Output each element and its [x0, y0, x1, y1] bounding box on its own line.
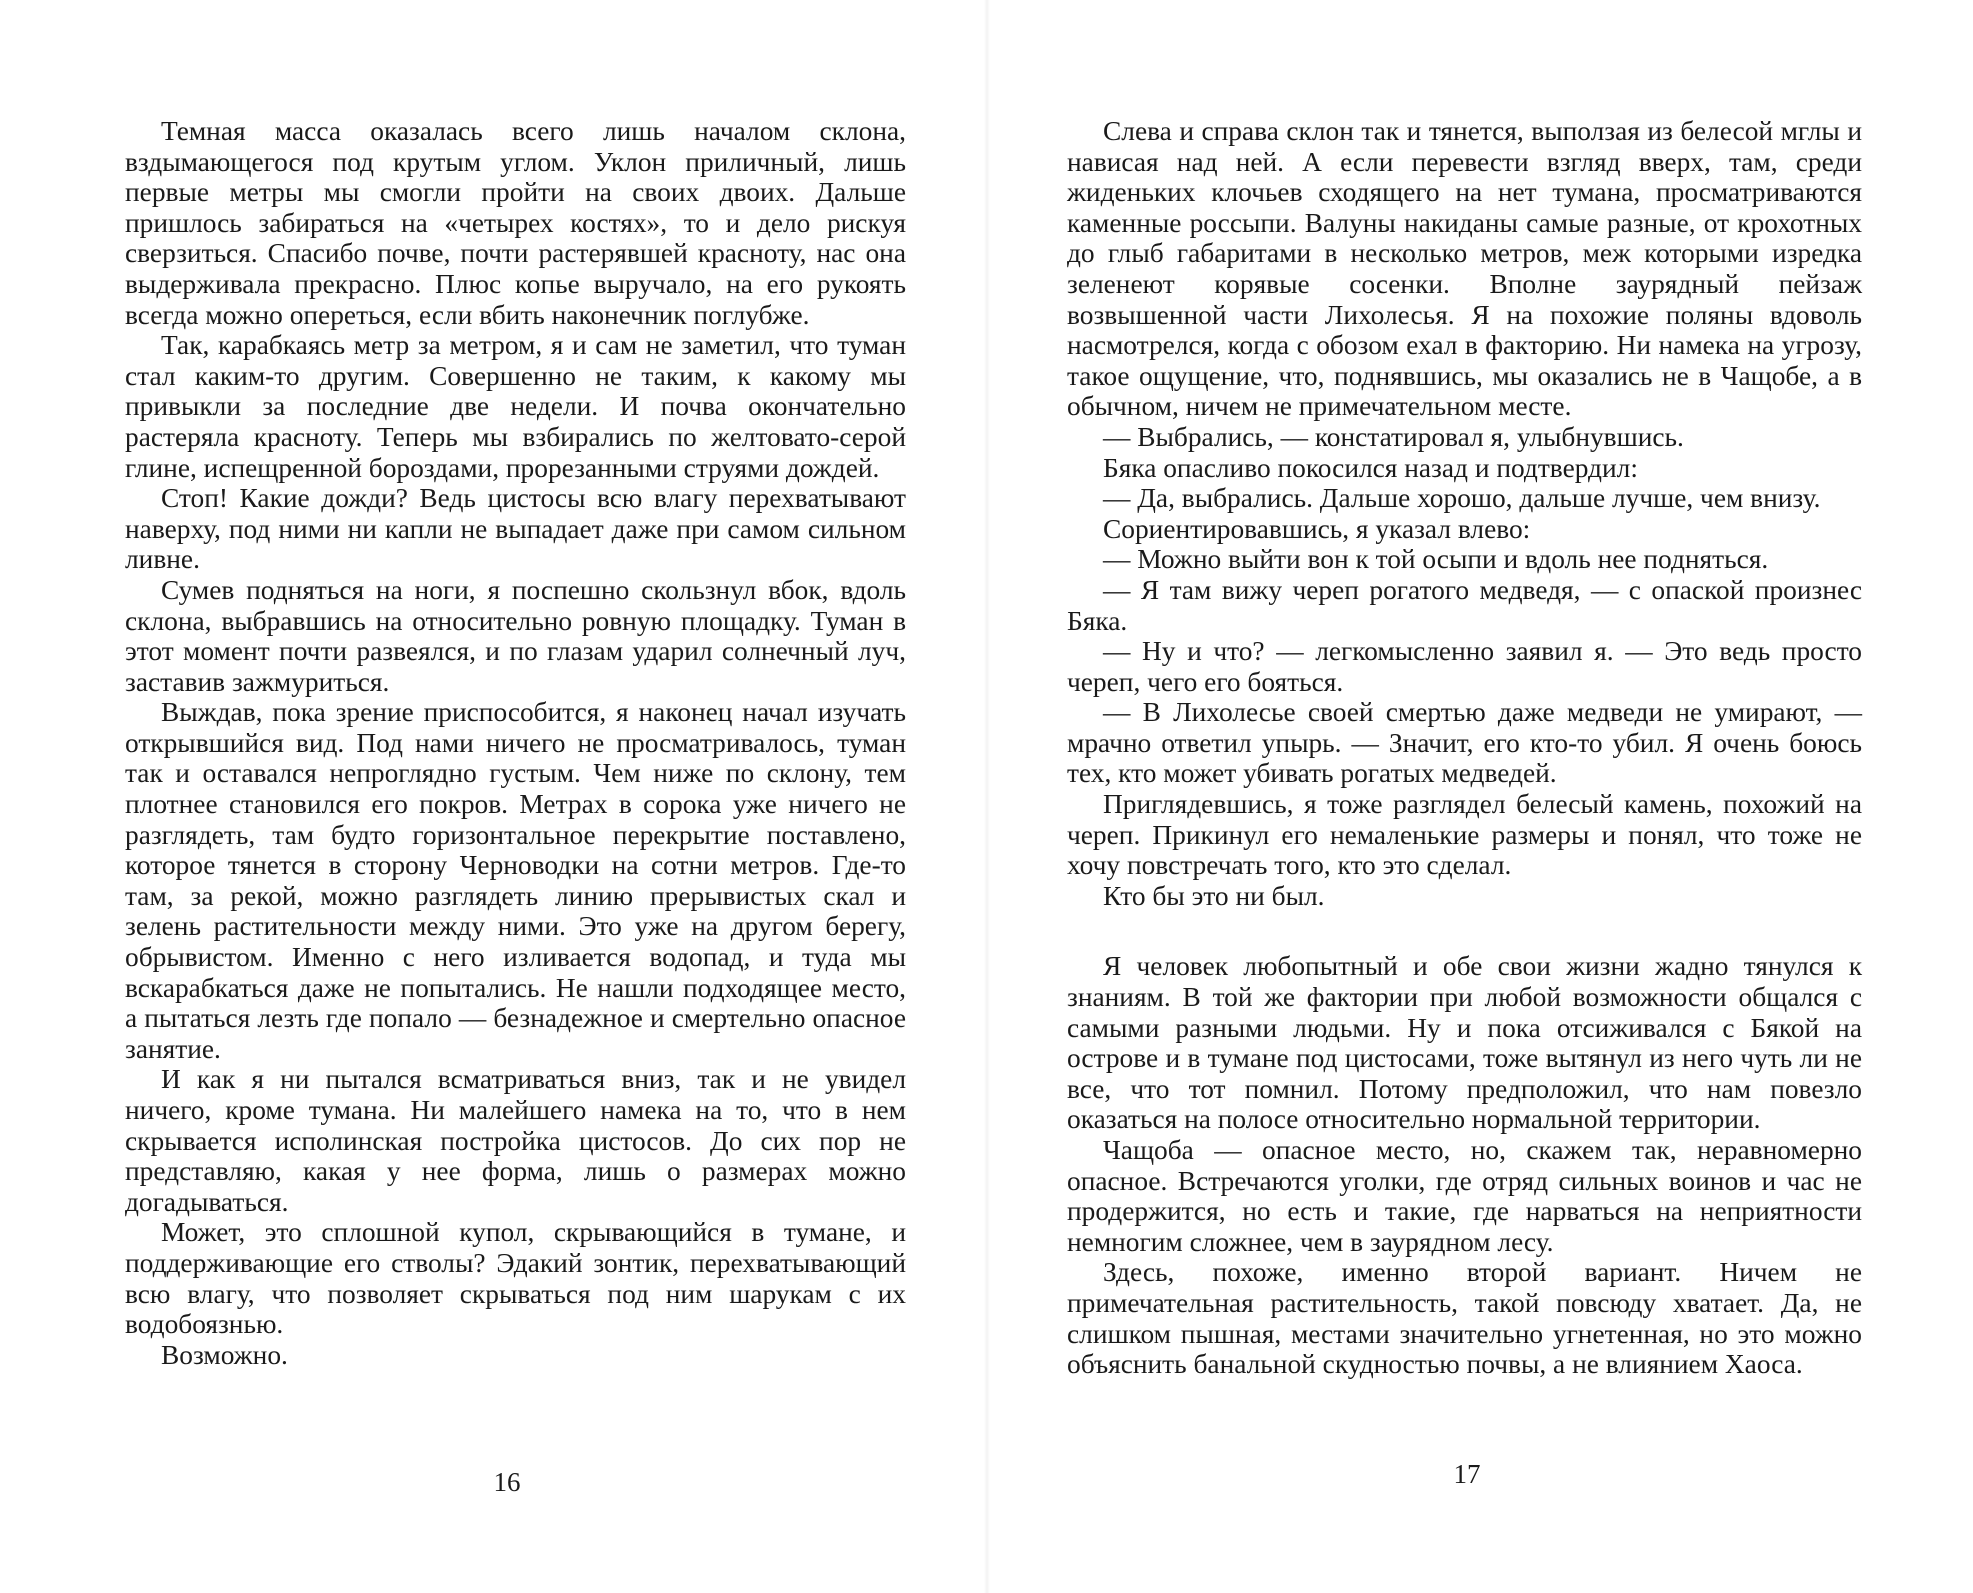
paragraph: Сориентировавшись, я указал влево:: [1103, 513, 1531, 544]
section-break: [1067, 911, 1862, 951]
dialogue-line: — Можно выйти вон к той осыпи и вдоль нее подняться.: [1103, 544, 1769, 575]
paragraph: Кто бы это ни был.: [1103, 880, 1325, 911]
left-page-text: [125, 116, 906, 1370]
paragraph: Может, это сплошной купол, скрывающийся в тумане, и поддерживающие его стволы? Эдакий зонтик, перехватывающий всю влагу, что позволяет скрываться под ним шарукам с их водобоязнью.: [125, 1217, 906, 1340]
paragraph: Бяка опасливо покосился назад и подтвердил:: [1103, 452, 1638, 483]
dialogue-line: — В Лихолесье своей смертью даже медведи не умирают, — мрачно ответил упырь. — Значит, его кто-то убил. Я очень боюсь тех, кто может убивать рогатых медведей.: [1067, 697, 1862, 789]
paragraph: Чащоба — опасное место, но, скажем так, неравномерно опасное. Встречаются уголки, где отряд сильных воинов и час не продержится, но есть и такие, где нарваться на неприятности немногим сложнее, чем в заурядном лесу.: [1067, 1135, 1862, 1257]
page-number: 17: [1453, 1459, 1481, 1489]
paragraph: Темная масса оказалась всего лишь началом склона, вздымающегося под крутым углом. Уклон приличный, лишь первые метры мы смогли пройти на своих двоих. Дальше пришлось забираться на «четырех костях», то и дело рискуя сверзиться. Спасибо почве, почти растерявшей красноту, нас она выдерживала прекрасно. Плюс копье выручало, на его рукоять всегда можно опереться, если вбить наконечник поглубже.: [125, 116, 906, 330]
paragraph: Я человек любопытный и обе свои жизни жадно тянулся к знаниям. В той же фактории при любой возможности общался с самыми разными людьми. Ну и пока отсиживался с Бякой на острове и в тумане под цистосами, тоже вытянул из него чуть ли не все, что тот помнил. Потому предположил, что нам повезло оказаться на полосе относительно нормальной территории.: [1067, 951, 1862, 1135]
dialogue-line: — Я там вижу череп рогатого медведя, — с опаской произнес Бяка.: [1067, 574, 1862, 636]
right-page-text: [1067, 116, 1862, 1380]
paragraph: Сумев подняться на ноги, я поспешно скользнул вбок, вдоль склона, выбравшись на относительно ровную площадку. Туман в этот момент почти развеялся, и по глазам ударил солнечный луч, заставив зажмуриться.: [125, 574, 906, 697]
paragraph: Стоп! Какие дожди? Ведь цистосы всю влагу перехватывают наверху, под ними ни капли не выпадает даже при самом сильном ливне.: [125, 483, 906, 575]
page-number: 16: [493, 1467, 521, 1497]
dialogue-line: — Да, выбрались. Дальше хорошо, дальше лучше, чем внизу.: [1103, 483, 1821, 514]
paragraph: Возможно.: [161, 1339, 288, 1370]
paragraph: Здесь, похоже, именно второй вариант. Ничем не примечательная растительность, такой повсюду хватает. Да, не слишком пышная, местами значительно угнетенная, но это можно объяснить банальной скудностью почвы, а не влиянием Хаоса.: [1067, 1257, 1862, 1380]
dialogue-line: — Выбрались, — констатировал я, улыбнувшись.: [1103, 421, 1684, 452]
dialogue-line: — Ну и что? — легкомысленно заявил я. — Это ведь просто череп, чего его бояться.: [1067, 636, 1862, 697]
paragraph: Приглядевшись, я тоже разглядел белесый камень, похожий на череп. Прикинул его немаленькие размеры и понял, что тоже не хочу повстречать того, кто это сделал.: [1067, 789, 1862, 881]
right-page: [990, 0, 1973, 1593]
paragraph: Так, карабкаясь метр за метром, я и сам не заметил, что туман стал каким-то другим. Совершенно не таким, к какому мы привыкли за последние две недели. И почва окончательно растеряла красноту. Теперь мы взбирались по желтовато-серой глине, испещренной бороздами, прорезанными струями дождей.: [125, 330, 906, 483]
left-page: [0, 0, 984, 1593]
paragraph: Слева и справа склон так и тянется, выползая из белесой мглы и нависая над ней. А если перевести взгляд вверх, там, среди жиденьких клочьев сходящего на нет тумана, просматриваются каменные россыпи. Валуны накиданы самые разные, от крохотных до глыб габаритами в несколько метров, меж которыми изредка зеленеют корявые сосенки. Вполне заурядный пейзаж возвышенной части Лихолесья. Я на похожие поляны вдоволь насмотрелся, когда с обозом ехал в факторию. Ни намека на угрозу, такое ощущение, что, поднявшись, мы оказались не в Чащобе, а в обычном, ничем не примечательном месте.: [1067, 116, 1862, 422]
paragraph: И как я ни пытался всматриваться вниз, так и не увидел ничего, кроме тумана. Ни малейшего намека на то, что в нем скрывается исполинская постройка цистосов. До сих пор не представляю, какая у нее форма, лишь о размерах можно догадываться.: [125, 1064, 906, 1217]
paragraph: Выждав, пока зрение приспособится, я наконец начал изучать открывшийся вид. Под нами ничего не просматривалось, туман так и оставался непроглядно густым. Чем ниже по склону, тем плотнее становился его покров. Метрах в сорока уже ничего не разглядеть, там будто горизонтальное перекрытие поставлено, которое тянется в сторону Черноводки на сотни метров. Где-то там, за рекой, можно разглядеть линию прерывистых скал и зелень растительности между ними. Это уже на другом берегу, обрывистом. Именно с него изливается водопад, и туда мы вскарабкаться даже не попытались. Не нашли подходящее место, а пытаться лезть где попало — безнадежное и смертельно опасное занятие.: [125, 697, 906, 1064]
